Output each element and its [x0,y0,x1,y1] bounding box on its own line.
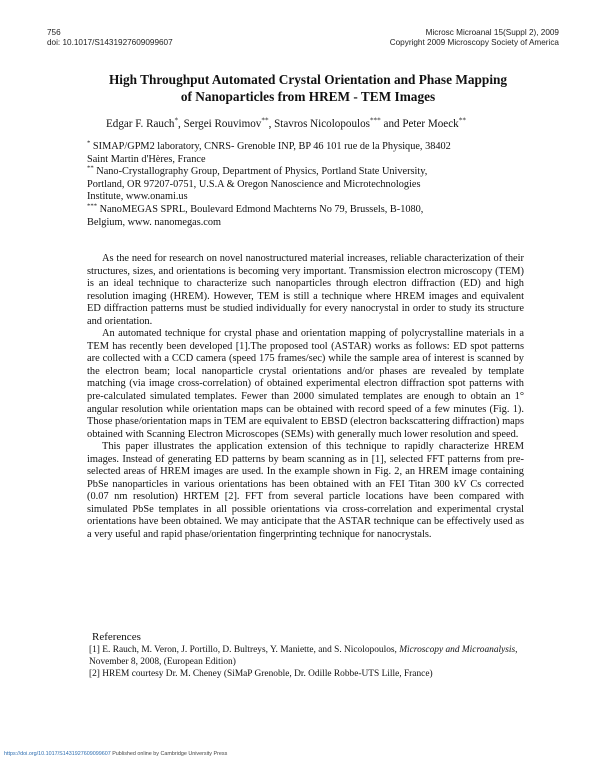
footer-doi-link[interactable]: https://doi.org/10.1017/S1431927609099607 [4,751,111,757]
footer [4,751,227,757]
paragraph-1: As the need for research on novel nanostructured material increases, reliable characterization of their structures, sizes, and orientations is becoming very important. Transmission electron microscopy (TEM) is an ideal technique to characterize such nanoparticles through electron diffraction (ED) and high resolution imaging (HREM). However, TEM is still a technique where HREM images and equivalent ED diffraction patterns must be studied individually for every nanocrystal in order to study its structure and orientation. [87,253,524,327]
affiliation-1-line-1: SIMAP/GPM2 laboratory, CNRS- Grenoble INP, BP 46 101 rue de la Physique, 38402 [90,141,451,152]
affiliation-2 [87,166,527,204]
reference-1: [1] E. Rauch, M. Veron, J. Portillo, D. Bultreys, Y. Maniette, and S. Nicolopoulos, Microscopy and Microanalysis, November 8, 2008, (European Edition) [89,644,518,667]
affiliation-2-line-2: Portland, OR 97207-0751, U.S.A & Oregon Nanoscience and Microtechnologies [87,178,421,190]
author-1-mark: * [174,116,179,125]
affiliation-1 [87,141,527,166]
affiliation-3-line-2: Belgium, www. nanomegas.com [87,216,222,228]
journal-citation: Microsc Microanal 15(Suppl 2), 2009 [425,28,559,37]
page-number: 756 [47,28,61,37]
references [90,631,530,680]
affiliation-3 [87,204,527,229]
references-heading: References [92,631,141,643]
reference-1-journal: Microscopy and Microanalysis [399,644,516,655]
author-3: , Stavros Nicolopoulos [268,118,370,130]
author-4-mark: ** [458,116,466,125]
author-4: and Peter Moeck [380,118,459,130]
paper-title [88,72,528,105]
affiliation-3-mark: *** [87,202,98,210]
reference-2: [2] HREM courtesy Dr. M. Cheney (SiMaP Grenoble, Dr. Odille Robbe-UTS Lille, France) [89,668,433,679]
affiliation-1-line-2: Saint Martin d'Hères, France [87,153,206,165]
affiliation-1-mark: * [87,139,91,147]
affiliation-2-line-1: Nano-Crystallography Group, Department of Physics, Portland State University, [93,166,428,177]
author-3-mark: *** [369,116,381,125]
paragraph-2: An automated technique for crystal phase and orientation mapping of polycrystalline materials in a TEM has recently been developed [1].The proposed tool (ASTAR) works as follows: ED spot patterns are collected with a CCD camera (speed 175 frames/sec) while the sample area of interest is scanned by the electron beam; local nanoparticle crystal orientations and/or phases are revealed by template matching (via image cross-correlation) of obtained experimental electron diffraction spot patterns with pre-calculated simulated templates. Fewer than 2000 simulated templates are enough to obtain an 1° angular resolution while orientation maps can be obtained with record speed of a few minutes (Fig. 1). Those phase/orientation maps in TEM are equivalent to EBSD (electron backscattering diffraction) maps obtained with Scanning Electron Microscopes (SEMs) with generally much lower resolution and speed. [87,328,524,440]
author-1: Edgar F. Rauch [106,118,175,130]
copyright: Copyright 2009 Microscopy Society of America [389,38,559,47]
affiliation-3-line-1: NanoMEGAS SPRL, Boulevard Edmond Machterns No 79, Brussels, B-1080, [97,204,424,215]
author-2: , Sergei Rouvimov [178,118,262,130]
author-list [106,117,526,131]
doi: doi: 10.1017/S1431927609099607 [47,38,173,47]
affiliation-2-line-3: Institute, www.onami.us [87,191,188,203]
title-line-2: of Nanoparticles from HREM - TEM Images [180,88,436,104]
footer-text: Published online by Cambridge University Press [110,751,228,757]
body-text [87,253,524,542]
paragraph-3: This paper illustrates the application extension of this technique to rapidly characterize HREM images. Instead of generating ED patterns by beam scanning as in [1], selected FFT patterns from pre-selected areas of HREM images are used. In the example shown in Fig. 2, an HREM image containing PbSe nanoparticles in various orientations has been obtained with an FEI Titan 300 kV Cs corrected (0.07 nm resolution) HRTEM [2]. FFT from several particle locations have been compared with simulated PbSe templates in all possible orientations via cross-correlation and experimental crystal orientations have been obtained. We may anticipate that the ASTAR technique can be effectively used as a very useful and rapid phase/orientation fingerprinting technique for nanocrystals. [87,441,524,541]
affiliation-2-mark: ** [87,164,94,172]
title-line-1: High Throughput Automated Crystal Orientation and Phase Mapping [108,72,508,87]
author-2-mark: ** [261,116,269,125]
